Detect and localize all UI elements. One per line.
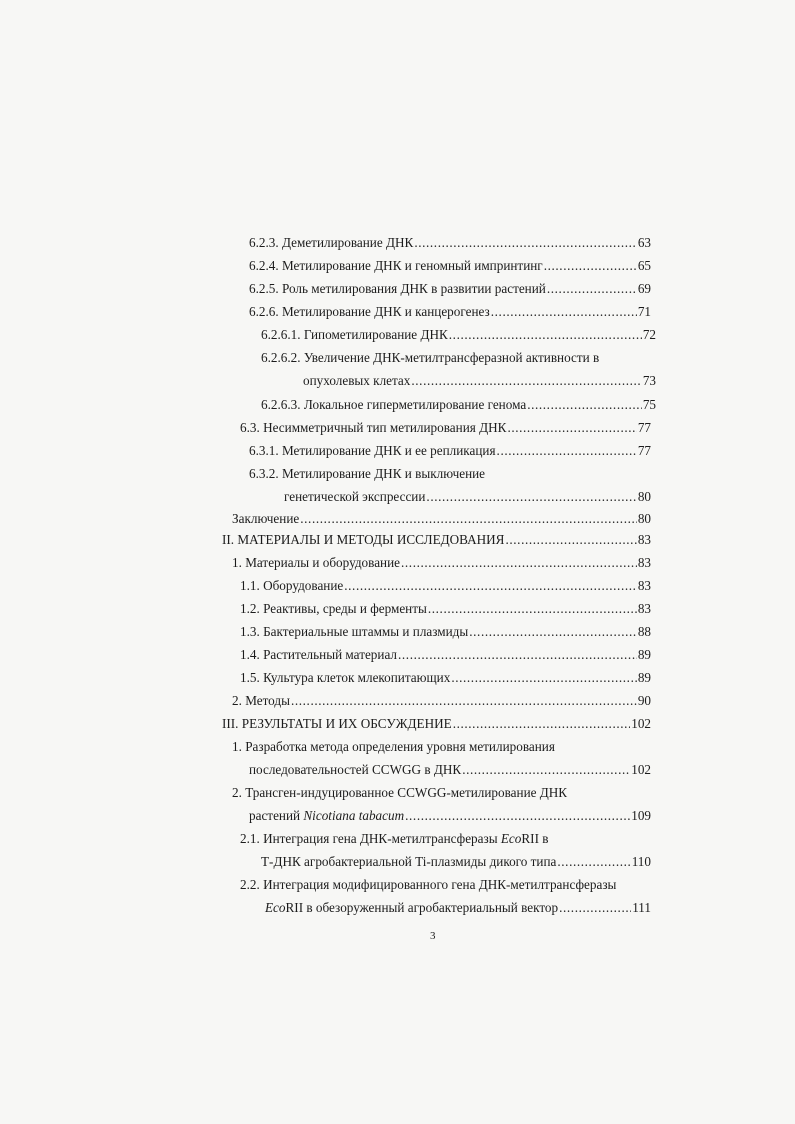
toc-entry-title: III. РЕЗУЛЬТАТЫ И ИХ ОБСУЖДЕНИЕ [222, 716, 452, 731]
toc-entry [249, 441, 651, 461]
toc-entry [222, 530, 651, 550]
toc-entry [240, 418, 651, 438]
toc-entry-page: 80 [637, 511, 651, 526]
toc-entry-title: генетической экспрессии [284, 489, 426, 504]
toc-entry-page: 111 [632, 900, 651, 915]
toc-entry-page: 72 [642, 327, 656, 342]
dot-leader [398, 645, 637, 665]
page-number: 3 [430, 930, 436, 942]
toc-entry-page: 63 [637, 235, 651, 250]
dot-leader [527, 395, 642, 415]
toc-entry [261, 395, 656, 415]
toc-entry-title-line1: 1. Разработка метода определения уровня метилирования [232, 739, 555, 754]
enzyme-name-italic: Eco [500, 831, 522, 846]
toc-entry-title: последовательностей CCWGG в ДНК [249, 762, 462, 777]
toc-entry-page: 77 [637, 420, 651, 435]
toc-entry-title-text: растений [249, 808, 304, 823]
toc-entry-title: Заключение [232, 511, 300, 526]
enzyme-name-italic: Eco [265, 900, 286, 915]
toc-entry-title-text: RII в обезоруженный агробактериальный вектор [285, 900, 559, 915]
toc-entry-page: 109 [631, 808, 651, 823]
toc-entry [232, 509, 651, 529]
toc-entry-page: 83 [637, 601, 651, 616]
toc-entry-page: 102 [631, 716, 651, 731]
dot-leader [449, 325, 642, 345]
toc-entry-title-text: RII в [521, 831, 549, 846]
toc-entry [249, 760, 651, 780]
dot-leader [559, 898, 631, 918]
dot-leader [544, 256, 637, 276]
toc-entry-page: 71 [637, 304, 651, 319]
dot-leader [344, 576, 637, 596]
dot-leader [557, 852, 630, 872]
toc-entry-title: 6.2.6. Метилирование ДНК и канцерогенез [249, 304, 490, 319]
dot-leader [491, 302, 637, 322]
toc-entry [240, 645, 651, 665]
toc-entry-page: 110 [631, 854, 651, 869]
dot-leader [507, 418, 636, 438]
dot-leader [469, 622, 637, 642]
toc-entry [249, 279, 651, 299]
toc-entry-page: 88 [637, 624, 651, 639]
toc-entry-title: 6.2.4. Метилирование ДНК и геномный импринтинг [249, 258, 543, 273]
toc-entry-title: 1.3. Бактериальные штаммы и плазмиды [240, 624, 469, 639]
toc-entry-page: 69 [637, 281, 651, 296]
toc-entry [232, 553, 651, 573]
dot-leader [505, 530, 636, 550]
toc-entry-title: 1.5. Культура клеток млекопитающих [240, 670, 451, 685]
toc-entry-page: 77 [637, 443, 651, 458]
dot-leader [291, 691, 637, 711]
dot-leader [426, 487, 636, 507]
dot-leader [497, 441, 637, 461]
toc-entry-title-line1 [240, 829, 549, 849]
dot-leader [453, 714, 631, 734]
toc-entry [261, 325, 656, 345]
toc-entry [240, 622, 651, 642]
toc-entry [249, 806, 651, 826]
toc-entry [240, 576, 651, 596]
toc-entry-title [249, 806, 404, 826]
toc-entry [249, 256, 651, 276]
toc-entry-title: 2. Методы [232, 693, 290, 708]
toc-entry [249, 233, 651, 253]
species-name: Nicotiana tabacum [303, 808, 405, 823]
toc-entry-page: 73 [642, 373, 656, 388]
toc-entry [232, 691, 651, 711]
toc-entry [284, 487, 651, 507]
dot-leader [405, 806, 630, 826]
toc-entry-page: 83 [637, 578, 651, 593]
toc-entry-title: 1.4. Растительный материал [240, 647, 398, 662]
dot-leader [462, 760, 630, 780]
toc-entry-title [265, 898, 558, 918]
toc-entry-title-line1: 6.3.2. Метилирование ДНК и выключение [249, 466, 486, 481]
toc-entry [249, 302, 651, 322]
dot-leader [451, 668, 637, 688]
toc-entry-title-line1: 2.2. Интеграция модифицированного гена ДНК-метилтрансферазы [240, 877, 617, 892]
toc-entry-title: II. МАТЕРИАЛЫ И МЕТОДЫ ИССЛЕДОВАНИЯ [222, 532, 505, 547]
toc-entry [222, 714, 651, 734]
toc-entry-page: 80 [637, 489, 651, 504]
toc-entry-title: 6.2.3. Деметилирование ДНК [249, 235, 414, 250]
toc-entry-title: 1. Материалы и оборудование [232, 555, 401, 570]
dot-leader [300, 509, 637, 529]
toc-entry-title-line1: 2. Трансген-индуцированное CCWGG-метилирование ДНК [232, 785, 568, 800]
toc-entry [240, 668, 651, 688]
toc-entry [265, 898, 651, 918]
toc-entry-page: 89 [637, 670, 651, 685]
toc-entry-title: 6.2.6.3. Локальное гиперметилирование генома [261, 397, 527, 412]
dot-leader [401, 553, 637, 573]
toc-entry-page: 83 [637, 555, 651, 570]
toc-entry-page: 83 [637, 532, 651, 547]
toc-entry-title: опухолевых клетах [303, 373, 411, 388]
toc-entry-page: 65 [637, 258, 651, 273]
toc-entry-title: 6.3. Несимметричный тип метилирования ДНК [240, 420, 507, 435]
toc-entry-title: 6.3.1. Метилирование ДНК и ее репликация [249, 443, 496, 458]
toc-entry-title-text: 2.1. Интеграция гена ДНК-метилтрансферазы [240, 831, 501, 846]
dot-leader [547, 279, 637, 299]
toc-entry [240, 599, 651, 619]
dot-leader [411, 371, 641, 391]
toc-entry-title: 6.2.6.1. Гипометилирование ДНК [261, 327, 448, 342]
toc-entry-title: 1.2. Реактивы, среды и ферменты [240, 601, 427, 616]
toc-entry-title: 6.2.5. Роль метилирования ДНК в развитии растений [249, 281, 546, 296]
toc-entry-page: 75 [642, 397, 656, 412]
toc-entry [261, 852, 651, 872]
toc-entry-page: 89 [637, 647, 651, 662]
toc-entry-page: 90 [637, 693, 651, 708]
dot-leader [414, 233, 637, 253]
toc-entry-page: 102 [631, 762, 651, 777]
toc-entry-title: 1.1. Оборудование [240, 578, 344, 593]
toc-entry [303, 371, 656, 391]
dot-leader [428, 599, 637, 619]
toc-entry-title-line1: 6.2.6.2. Увеличение ДНК-метилтрансферазной активности в [261, 350, 600, 365]
toc-entry-title: Т-ДНК агробактериальной Ti-плазмиды дикого типа [261, 854, 557, 869]
